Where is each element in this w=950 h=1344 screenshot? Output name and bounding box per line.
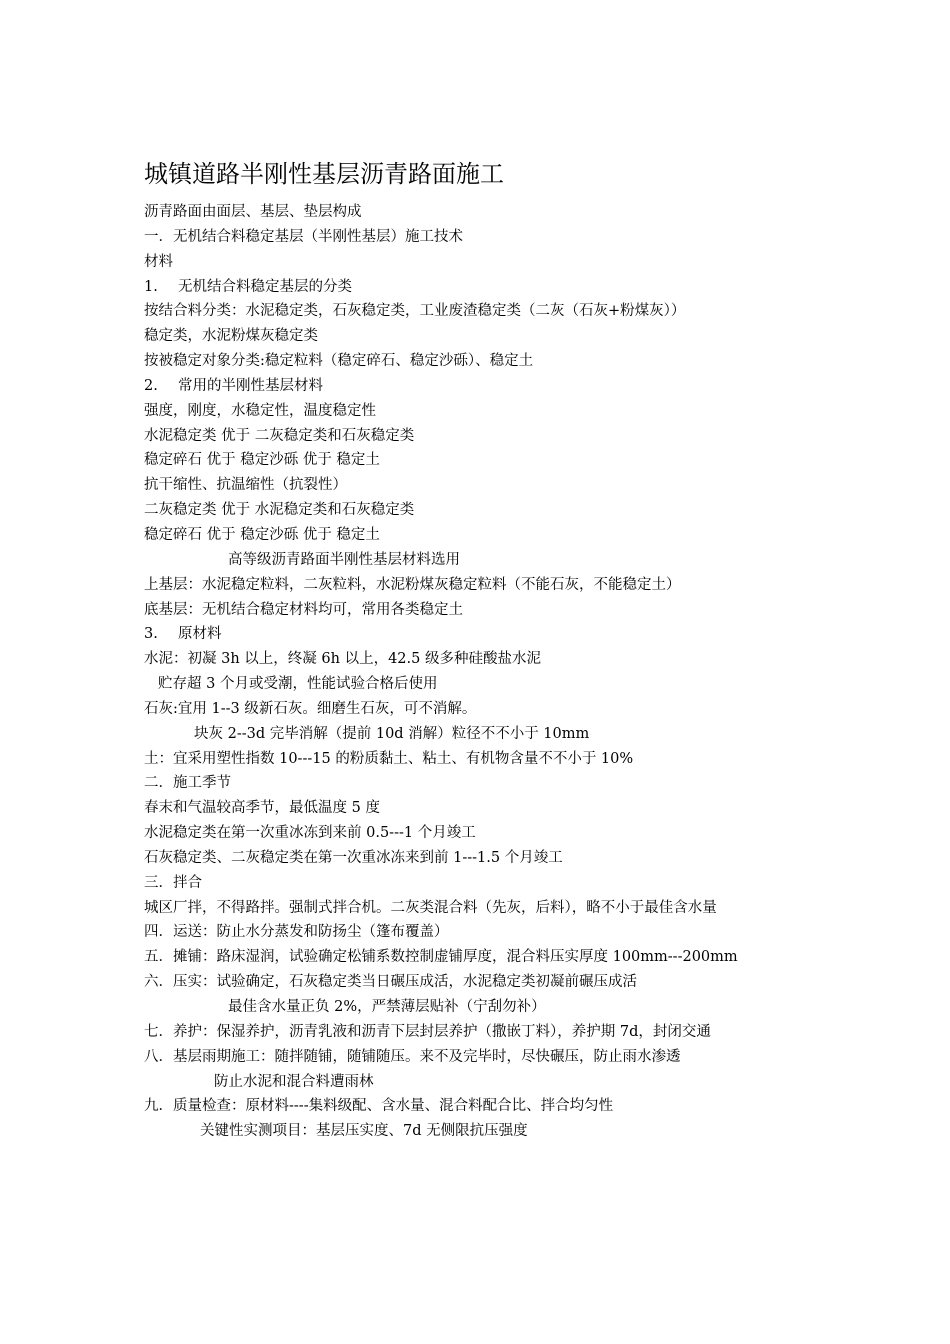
text-line: 水泥：初凝 3h 以上，终凝 6h 以上，42.5 级多种硅酸盐水泥	[144, 651, 541, 668]
text-line: 稳定类，水泥粉煤灰稳定类	[144, 328, 318, 345]
text-line: 稳定碎石 优于 稳定沙砾 优于 稳定土	[144, 526, 380, 543]
text-line: 块灰 2--3d 完毕消解（提前 10d 消解）粒径不不小于 10mm	[194, 725, 590, 742]
section-heading: 一．无机结合料稳定基层（半刚性基层）施工技术	[144, 228, 463, 245]
text-line: 强度，刚度，水稳定性，温度稳定性	[144, 402, 376, 419]
text-line: 底基层：无机结合稳定材料均可，常用各类稳定土	[144, 601, 463, 618]
text-line: 上基层：水泥稳定粒料，二灰粒料，水泥粉煤灰稳定粒料（不能石灰，不能稳定土）	[144, 576, 681, 593]
list-number: 3.	[144, 626, 158, 643]
section-heading: 四．运送：防止水分蒸发和防扬尘（篷布覆盖）	[144, 924, 449, 941]
section-heading: 九．质量检查：原材料----集料级配、含水量、混合料配合比、拌合均匀性	[144, 1098, 614, 1115]
section-heading: 三．拌合	[144, 874, 202, 891]
section-heading: 五．摊铺：路床湿润，试验确定松铺系数控制虚铺厚度，混合料压实厚度 100mm---200mm	[144, 949, 738, 966]
list-number: 1.	[144, 278, 158, 295]
numbered-item: 2. 常用的半刚性基层材料	[144, 374, 814, 399]
document-title: 城镇道路半刚性基层沥青路面施工	[144, 160, 504, 188]
text-line: 防止水泥和混合料遭雨林	[214, 1073, 374, 1090]
text-paragraph: 城区厂拌，不得路拌。强制式拌合机。二灰类混合料（先灰，后料），略不小于最佳含水量	[144, 899, 717, 916]
text-line: 按被稳定对象分类:稳定粒料（稳定碎石、稳定沙砾）、稳定土	[144, 353, 534, 370]
text-line: 材料	[144, 253, 173, 270]
section-heading: 八．基层雨期施工：随拌随铺，随铺随压。来不及完毕时，尽快碾压，防止雨水渗透	[144, 1048, 681, 1065]
section-heading: 六．压实：试验确定，石灰稳定类当日碾压成活，水泥稳定类初凝前碾压成活	[144, 974, 637, 991]
document-body	[144, 200, 814, 1144]
text-line: 抗干缩性、抗温缩性（抗裂性）	[144, 477, 347, 494]
text-line: 二灰稳定类 优于 水泥稳定类和石灰稳定类	[144, 502, 415, 519]
text-line: 石灰:宜用 1--3 级新石灰。细磨生石灰，可不消解。	[144, 700, 477, 717]
text-line: 沥青路面由面层、基层、垫层构成	[144, 204, 362, 220]
section-heading: 七．养护：保湿养护，沥青乳液和沥青下层封层养护（撒嵌丁料），养护期 7d，封闭交通	[144, 1023, 711, 1040]
text-line: 土：宜采用塑性指数 10---15 的粉质黏土、粘土、有机物含量不不小于 10%	[144, 750, 634, 767]
text-line: 石灰稳定类、二灰稳定类在第一次重冰冻来到前 1---1.5 个月竣工	[144, 849, 563, 866]
text-line: 最佳含水量正负 2%，严禁薄层贴补（宁刮勿补）	[228, 999, 546, 1015]
numbered-item: 3. 原材料	[144, 622, 814, 647]
text-line: 水泥稳定类 优于 二灰稳定类和石灰稳定类	[144, 427, 415, 444]
text-line: 按结合料分类：水泥稳定类，石灰稳定类，工业废渣稳定类（二灰（石灰+粉煤灰））	[144, 303, 686, 320]
list-number: 2.	[144, 377, 158, 394]
numbered-item: 1. 无机结合料稳定基层的分类	[144, 275, 814, 300]
text-line: 稳定碎石 优于 稳定沙砾 优于 稳定土	[144, 452, 380, 469]
section-heading: 二．施工季节	[144, 775, 231, 792]
text-line: 关键性实测项目：基层压实度、7d 无侧限抗压强度	[200, 1123, 528, 1140]
text-line: 贮存超 3 个月或受潮，性能试验合格后使用	[158, 676, 438, 693]
subheading: 高等级沥青路面半刚性基层材料选用	[228, 551, 460, 568]
text-line: 水泥稳定类在第一次重冰冻到来前 0.5---1 个月竣工	[144, 825, 476, 842]
text-line: 春末和气温较高季节，最低温度 5 度	[144, 800, 380, 817]
